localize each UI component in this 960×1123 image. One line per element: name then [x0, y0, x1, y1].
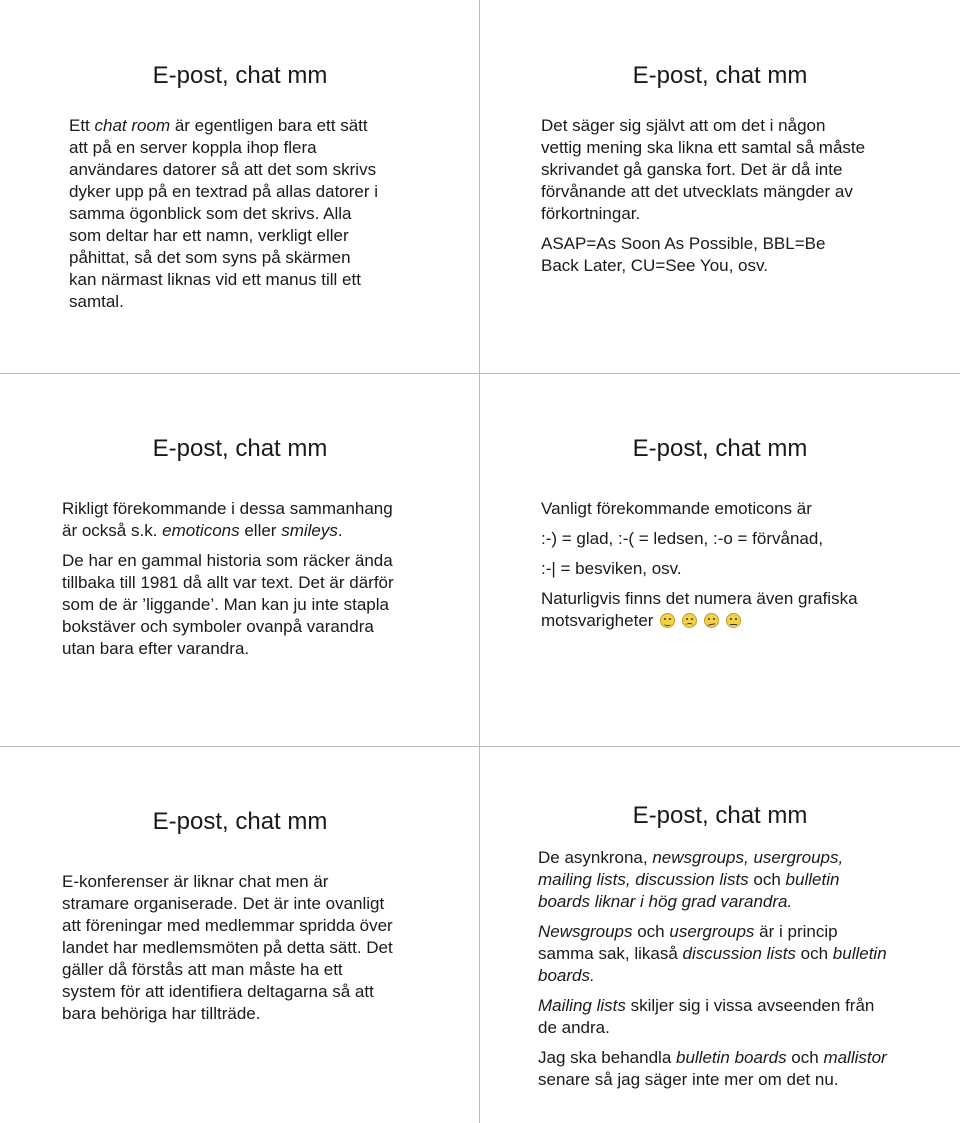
text-segment: skrivandet gå ganska fort. Det är då inte	[541, 160, 843, 179]
text-segment: samma sak, likaså	[538, 944, 683, 963]
text-segment: är egentligen bara ett sätt	[170, 116, 368, 135]
text-segment: dyker upp på en textrad på allas datorer i	[69, 182, 379, 201]
paragraph	[538, 1047, 887, 1091]
text-segment: bara behöriga har tillträde.	[62, 1004, 261, 1023]
italic-text: boards.	[538, 966, 595, 985]
text-segment: är i princip	[754, 922, 838, 941]
text-segment: att på en server koppla ihop flera	[69, 138, 317, 157]
paragraph	[541, 588, 858, 632]
italic-text: newsgroups, usergroups,	[652, 848, 844, 867]
slide-body	[541, 115, 865, 285]
text-segment: :-| = besviken, osv.	[541, 559, 682, 578]
italic-text: mallistor	[823, 1048, 887, 1067]
text-segment: .	[337, 521, 343, 540]
text-segment: tillbaka till 1981 då allt var text. Det är därför	[62, 573, 394, 592]
italic-text: Mailing lists	[538, 996, 626, 1015]
text-segment: :-) = glad, :-( = ledsen, :-o = förvånad,	[541, 529, 824, 548]
italic-text: bulletin	[785, 870, 840, 889]
slide-2	[480, 0, 960, 373]
text-segment: som deltar har ett namn, verkligt eller	[69, 226, 349, 245]
text-segment: motsvarigheter	[541, 611, 654, 630]
confused-emoji-icon	[704, 613, 719, 628]
text-segment: vettig mening ska likna ett samtal så måste	[541, 138, 866, 157]
sad-emoji-icon	[682, 613, 697, 628]
slide-3	[0, 373, 480, 746]
paragraph	[541, 528, 858, 550]
paragraph	[538, 847, 887, 913]
paragraph	[541, 233, 865, 277]
slide-title: E-post, chat mm	[152, 808, 328, 835]
italic-text: chat room	[94, 116, 171, 135]
slide-5	[0, 746, 480, 1119]
paragraph	[541, 498, 858, 520]
smile-emoji-icon	[660, 613, 675, 628]
paragraph	[538, 921, 887, 987]
text-segment: stramare organiserade. Det är inte ovanligt	[62, 894, 385, 913]
text-segment: kan närmast liknas vid ett manus till ett	[69, 270, 361, 289]
text-segment: de andra.	[538, 1018, 610, 1037]
slide-title: E-post, chat mm	[632, 62, 808, 89]
text-segment: samtal.	[69, 292, 124, 311]
italic-text: bulletin	[832, 944, 887, 963]
text-segment: landet har medlemsmöten på detta sätt. Det	[62, 938, 393, 957]
text-segment: Naturligvis finns det numera även grafiska	[541, 589, 858, 608]
italic-text: mailing lists, discussion lists	[538, 870, 749, 889]
text-segment: som de är ’liggande’. Man kan ju inte stapla	[62, 595, 389, 614]
text-segment: förvånande att det utvecklats mängder av	[541, 182, 853, 201]
text-segment: De asynkrona,	[538, 848, 653, 867]
text-segment: och	[786, 1048, 824, 1067]
text-segment: Rikligt förekommande i dessa sammanhang	[62, 499, 393, 518]
italic-text: bulletin boards	[676, 1048, 787, 1067]
slide-body	[69, 115, 378, 321]
paragraph	[62, 498, 394, 542]
text-segment: Det säger sig självt att om det i någon	[541, 116, 826, 135]
text-segment: gäller då förstås att man måste ha ett	[62, 960, 343, 979]
slide-body	[541, 498, 858, 640]
text-segment: utan bara efter varandra.	[62, 639, 250, 658]
italic-text: smileys	[281, 521, 338, 540]
text-segment: och	[795, 944, 833, 963]
neutral-emoji-icon	[726, 613, 741, 628]
paragraph	[62, 550, 394, 660]
paragraph	[62, 871, 393, 1025]
slide-1	[0, 0, 480, 373]
text-segment: Back Later, CU=See You, osv.	[541, 256, 768, 275]
paragraph	[541, 558, 858, 580]
text-segment: att föreningar med medlemmar spridda över	[62, 916, 393, 935]
text-segment: eller	[239, 521, 282, 540]
text-segment: ASAP=As Soon As Possible, BBL=Be	[541, 234, 826, 253]
text-segment: system för att identifiera deltagarna så att	[62, 982, 374, 1001]
text-segment: påhittat, så det som syns på skärmen	[69, 248, 351, 267]
slide-body	[538, 847, 887, 1099]
slide-title: E-post, chat mm	[632, 802, 808, 829]
text-segment: bokstäver och symboler ovanpå varandra	[62, 617, 374, 636]
text-segment: är också s.k.	[62, 521, 163, 540]
italic-text: Newsgroups	[538, 922, 633, 941]
text-segment: Vanligt förekommande emoticons är	[541, 499, 812, 518]
text-segment: skiljer sig i vissa avseenden från	[625, 996, 875, 1015]
paragraph	[69, 115, 378, 313]
italic-text: discussion lists	[682, 944, 796, 963]
text-segment: De har en gammal historia som räcker ända	[62, 551, 393, 570]
text-segment: E-konferenser är liknar chat men är	[62, 872, 329, 891]
slide-body	[62, 498, 394, 668]
text-segment: samma ögonblick som det skrivs. Alla	[69, 204, 352, 223]
italic-text: usergroups	[669, 922, 755, 941]
text-segment: förkortningar.	[541, 204, 641, 223]
text-segment: och	[632, 922, 670, 941]
italic-text: emoticons	[162, 521, 240, 540]
text-segment: Ett	[69, 116, 95, 135]
slide-body	[62, 871, 393, 1033]
slide-title: E-post, chat mm	[152, 435, 328, 462]
text-segment: Jag ska behandla	[538, 1048, 676, 1067]
text-segment: senare så jag säger inte mer om det nu.	[538, 1070, 839, 1089]
slide-6	[480, 746, 960, 1119]
italic-text: boards liknar i hög grad varandra.	[538, 892, 793, 911]
paragraph	[541, 115, 865, 225]
slide-title: E-post, chat mm	[632, 435, 808, 462]
slide-title: E-post, chat mm	[152, 62, 328, 89]
paragraph	[538, 995, 887, 1039]
text-segment: och	[748, 870, 786, 889]
slide-4	[480, 373, 960, 746]
text-segment: användares datorer så att det som skrivs	[69, 160, 377, 179]
